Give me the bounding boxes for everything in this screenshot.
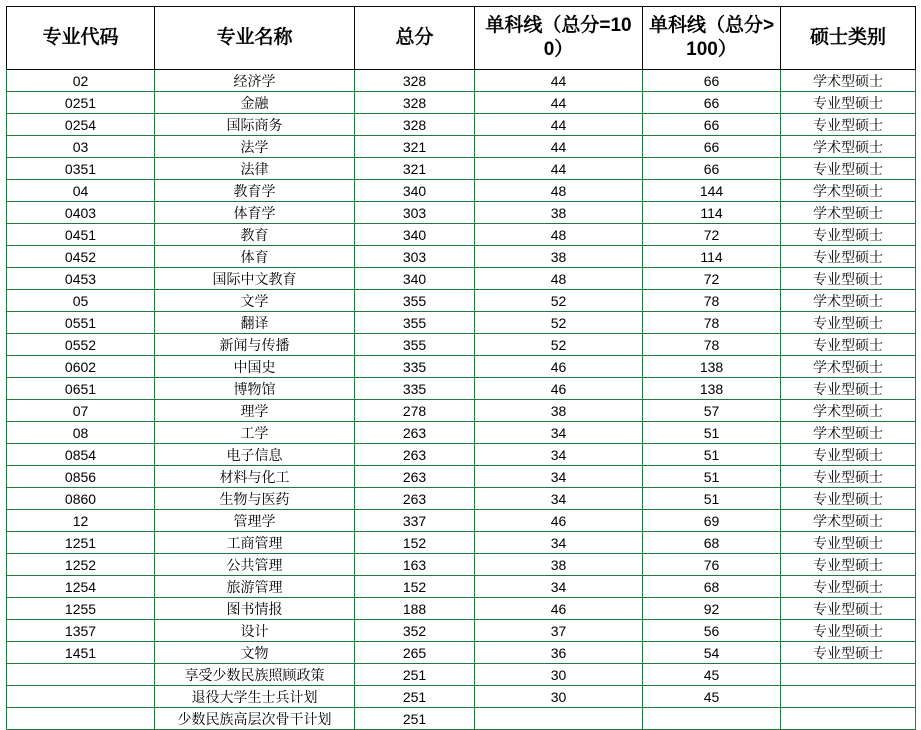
table-row <box>7 268 916 290</box>
cell-major-name: 退役大学生士兵计划 <box>155 686 355 708</box>
cell-major-code: 1254 <box>7 576 155 598</box>
cell-total-score: 251 <box>355 708 475 730</box>
cell-major-code: 12 <box>7 510 155 532</box>
cell-major-name: 翻译 <box>155 312 355 334</box>
cell-major-name: 工商管理 <box>155 532 355 554</box>
cell-total-score: 263 <box>355 444 475 466</box>
column-header-major-name: 专业名称 <box>155 7 355 70</box>
cell-subject-line-gt100: 66 <box>643 92 781 114</box>
table-row <box>7 510 916 532</box>
table-row <box>7 598 916 620</box>
table-row <box>7 114 916 136</box>
cell-master-type: 专业型硕士 <box>781 334 916 356</box>
table-row <box>7 400 916 422</box>
cell-master-type: 学术型硕士 <box>781 70 916 92</box>
cell-total-score: 263 <box>355 488 475 510</box>
cell-subject-line-eq100: 38 <box>475 202 643 224</box>
cell-total-score: 265 <box>355 642 475 664</box>
cell-master-type: 专业型硕士 <box>781 598 916 620</box>
cell-major-code: 1357 <box>7 620 155 642</box>
cell-major-name: 教育学 <box>155 180 355 202</box>
cell-master-type: 学术型硕士 <box>781 290 916 312</box>
cell-master-type: 专业型硕士 <box>781 114 916 136</box>
cell-master-type: 学术型硕士 <box>781 202 916 224</box>
column-header-major-code: 专业代码 <box>7 7 155 70</box>
cell-major-name: 体育学 <box>155 202 355 224</box>
cell-master-type: 专业型硕士 <box>781 576 916 598</box>
cell-master-type: 专业型硕士 <box>781 224 916 246</box>
cell-subject-line-eq100: 38 <box>475 400 643 422</box>
cell-subject-line-eq100: 44 <box>475 114 643 136</box>
cell-major-code: 0854 <box>7 444 155 466</box>
cell-major-code: 1251 <box>7 532 155 554</box>
score-line-table <box>6 6 916 730</box>
cell-major-name: 理学 <box>155 400 355 422</box>
column-header-subject-line-gt100: 单科线（总分>100） <box>643 7 781 70</box>
table-row <box>7 202 916 224</box>
cell-total-score: 303 <box>355 246 475 268</box>
table-row <box>7 488 916 510</box>
table-row <box>7 180 916 202</box>
cell-total-score: 340 <box>355 180 475 202</box>
cell-total-score: 335 <box>355 356 475 378</box>
table-header-row <box>7 7 916 70</box>
cell-major-name: 电子信息 <box>155 444 355 466</box>
cell-major-name: 国际商务 <box>155 114 355 136</box>
table-row <box>7 92 916 114</box>
cell-master-type: 专业型硕士 <box>781 488 916 510</box>
cell-master-type <box>781 664 916 686</box>
cell-major-name: 材料与化工 <box>155 466 355 488</box>
cell-subject-line-gt100: 54 <box>643 642 781 664</box>
table-row <box>7 334 916 356</box>
cell-major-code: 0254 <box>7 114 155 136</box>
cell-major-code: 0452 <box>7 246 155 268</box>
cell-subject-line-eq100: 46 <box>475 356 643 378</box>
cell-subject-line-gt100: 68 <box>643 532 781 554</box>
cell-subject-line-gt100: 51 <box>643 488 781 510</box>
cell-master-type: 专业型硕士 <box>781 92 916 114</box>
cell-major-name: 法律 <box>155 158 355 180</box>
cell-major-name: 教育 <box>155 224 355 246</box>
table-row <box>7 246 916 268</box>
cell-major-name: 生物与医药 <box>155 488 355 510</box>
cell-major-code: 03 <box>7 136 155 158</box>
cell-master-type: 专业型硕士 <box>781 642 916 664</box>
cell-subject-line-gt100: 78 <box>643 334 781 356</box>
cell-master-type: 学术型硕士 <box>781 356 916 378</box>
table-row <box>7 708 916 730</box>
column-header-total-score: 总分 <box>355 7 475 70</box>
table-row <box>7 422 916 444</box>
cell-subject-line-gt100: 144 <box>643 180 781 202</box>
cell-subject-line-gt100: 78 <box>643 312 781 334</box>
cell-total-score: 263 <box>355 422 475 444</box>
column-header-master-type: 硕士类别 <box>781 7 916 70</box>
cell-total-score: 355 <box>355 334 475 356</box>
cell-subject-line-gt100: 56 <box>643 620 781 642</box>
cell-subject-line-gt100: 45 <box>643 686 781 708</box>
cell-master-type: 学术型硕士 <box>781 136 916 158</box>
cell-master-type: 专业型硕士 <box>781 466 916 488</box>
cell-subject-line-gt100: 66 <box>643 158 781 180</box>
cell-master-type <box>781 708 916 730</box>
cell-master-type: 专业型硕士 <box>781 158 916 180</box>
cell-major-name: 体育 <box>155 246 355 268</box>
cell-major-code: 1255 <box>7 598 155 620</box>
cell-master-type: 学术型硕士 <box>781 422 916 444</box>
cell-subject-line-eq100: 44 <box>475 70 643 92</box>
cell-master-type <box>781 686 916 708</box>
cell-major-name: 文物 <box>155 642 355 664</box>
cell-subject-line-gt100: 138 <box>643 378 781 400</box>
cell-subject-line-gt100: 92 <box>643 598 781 620</box>
cell-major-name: 金融 <box>155 92 355 114</box>
cell-subject-line-gt100: 114 <box>643 246 781 268</box>
cell-total-score: 328 <box>355 114 475 136</box>
cell-major-code <box>7 708 155 730</box>
table-row <box>7 466 916 488</box>
cell-major-name: 国际中文教育 <box>155 268 355 290</box>
cell-major-name: 文学 <box>155 290 355 312</box>
cell-master-type: 学术型硕士 <box>781 400 916 422</box>
cell-total-score: 321 <box>355 158 475 180</box>
cell-total-score: 355 <box>355 290 475 312</box>
cell-subject-line-eq100: 48 <box>475 268 643 290</box>
cell-subject-line-gt100: 68 <box>643 576 781 598</box>
cell-subject-line-eq100: 30 <box>475 664 643 686</box>
table-row <box>7 686 916 708</box>
cell-total-score: 163 <box>355 554 475 576</box>
table-row <box>7 532 916 554</box>
cell-master-type: 专业型硕士 <box>781 554 916 576</box>
cell-subject-line-gt100: 69 <box>643 510 781 532</box>
cell-subject-line-eq100: 38 <box>475 246 643 268</box>
cell-subject-line-eq100: 48 <box>475 224 643 246</box>
cell-major-code: 0351 <box>7 158 155 180</box>
table-row <box>7 444 916 466</box>
cell-subject-line-eq100: 34 <box>475 576 643 598</box>
cell-master-type: 专业型硕士 <box>781 620 916 642</box>
cell-major-code: 05 <box>7 290 155 312</box>
table-body <box>7 70 916 730</box>
cell-major-name: 工学 <box>155 422 355 444</box>
cell-subject-line-eq100: 46 <box>475 510 643 532</box>
cell-subject-line-eq100: 46 <box>475 378 643 400</box>
cell-subject-line-eq100: 34 <box>475 466 643 488</box>
cell-major-code: 0551 <box>7 312 155 334</box>
cell-major-code: 0856 <box>7 466 155 488</box>
table-row <box>7 378 916 400</box>
cell-total-score: 188 <box>355 598 475 620</box>
cell-subject-line-gt100: 72 <box>643 224 781 246</box>
cell-subject-line-eq100: 38 <box>475 554 643 576</box>
cell-major-code <box>7 686 155 708</box>
table-row <box>7 642 916 664</box>
table-row <box>7 70 916 92</box>
cell-major-code: 0251 <box>7 92 155 114</box>
table-row <box>7 554 916 576</box>
cell-major-name: 设计 <box>155 620 355 642</box>
cell-master-type: 学术型硕士 <box>781 510 916 532</box>
cell-major-code: 0403 <box>7 202 155 224</box>
cell-total-score: 251 <box>355 664 475 686</box>
cell-major-name: 图书情报 <box>155 598 355 620</box>
cell-subject-line-eq100: 44 <box>475 136 643 158</box>
cell-major-name: 经济学 <box>155 70 355 92</box>
cell-subject-line-gt100: 45 <box>643 664 781 686</box>
cell-total-score: 251 <box>355 686 475 708</box>
cell-subject-line-gt100: 76 <box>643 554 781 576</box>
cell-master-type: 学术型硕士 <box>781 180 916 202</box>
cell-major-code: 0651 <box>7 378 155 400</box>
table-row <box>7 136 916 158</box>
cell-total-score: 337 <box>355 510 475 532</box>
table-row <box>7 224 916 246</box>
table-row <box>7 290 916 312</box>
table-row <box>7 664 916 686</box>
cell-major-code: 04 <box>7 180 155 202</box>
cell-subject-line-gt100: 57 <box>643 400 781 422</box>
cell-major-name: 享受少数民族照顾政策 <box>155 664 355 686</box>
cell-subject-line-eq100: 34 <box>475 488 643 510</box>
cell-master-type: 专业型硕士 <box>781 532 916 554</box>
cell-total-score: 355 <box>355 312 475 334</box>
cell-major-name: 博物馆 <box>155 378 355 400</box>
cell-subject-line-eq100: 44 <box>475 158 643 180</box>
cell-major-code: 07 <box>7 400 155 422</box>
cell-major-code: 0860 <box>7 488 155 510</box>
cell-major-name: 新闻与传播 <box>155 334 355 356</box>
cell-subject-line-gt100: 66 <box>643 114 781 136</box>
cell-major-code <box>7 664 155 686</box>
column-header-subject-line-eq100: 单科线（总分=100） <box>475 7 643 70</box>
cell-total-score: 321 <box>355 136 475 158</box>
cell-subject-line-gt100: 51 <box>643 422 781 444</box>
cell-master-type: 专业型硕士 <box>781 444 916 466</box>
cell-major-code: 1252 <box>7 554 155 576</box>
cell-major-name: 管理学 <box>155 510 355 532</box>
cell-total-score: 152 <box>355 576 475 598</box>
cell-subject-line-eq100: 34 <box>475 532 643 554</box>
cell-major-name: 中国史 <box>155 356 355 378</box>
cell-major-code: 0602 <box>7 356 155 378</box>
cell-major-name: 公共管理 <box>155 554 355 576</box>
cell-major-code: 0451 <box>7 224 155 246</box>
cell-major-name: 旅游管理 <box>155 576 355 598</box>
cell-subject-line-gt100 <box>643 708 781 730</box>
cell-subject-line-eq100: 52 <box>475 334 643 356</box>
cell-subject-line-gt100: 51 <box>643 444 781 466</box>
cell-subject-line-eq100: 36 <box>475 642 643 664</box>
cell-total-score: 340 <box>355 268 475 290</box>
cell-subject-line-gt100: 138 <box>643 356 781 378</box>
cell-total-score: 340 <box>355 224 475 246</box>
table-row <box>7 576 916 598</box>
cell-major-code: 0552 <box>7 334 155 356</box>
table-row <box>7 620 916 642</box>
cell-subject-line-eq100: 44 <box>475 92 643 114</box>
cell-subject-line-eq100: 34 <box>475 444 643 466</box>
cell-total-score: 278 <box>355 400 475 422</box>
table-row <box>7 158 916 180</box>
cell-total-score: 328 <box>355 70 475 92</box>
cell-subject-line-eq100: 46 <box>475 598 643 620</box>
cell-subject-line-eq100: 52 <box>475 312 643 334</box>
cell-subject-line-gt100: 78 <box>643 290 781 312</box>
cell-total-score: 152 <box>355 532 475 554</box>
cell-total-score: 263 <box>355 466 475 488</box>
cell-subject-line-eq100: 30 <box>475 686 643 708</box>
cell-master-type: 专业型硕士 <box>781 312 916 334</box>
cell-major-name: 法学 <box>155 136 355 158</box>
cell-total-score: 328 <box>355 92 475 114</box>
cell-subject-line-eq100: 34 <box>475 422 643 444</box>
cell-subject-line-gt100: 114 <box>643 202 781 224</box>
cell-major-code: 1451 <box>7 642 155 664</box>
cell-major-name: 少数民族高层次骨干计划 <box>155 708 355 730</box>
cell-subject-line-gt100: 72 <box>643 268 781 290</box>
cell-subject-line-eq100: 48 <box>475 180 643 202</box>
cell-major-code: 0453 <box>7 268 155 290</box>
cell-subject-line-gt100: 66 <box>643 136 781 158</box>
cell-master-type: 专业型硕士 <box>781 378 916 400</box>
cell-total-score: 303 <box>355 202 475 224</box>
cell-master-type: 专业型硕士 <box>781 268 916 290</box>
cell-total-score: 352 <box>355 620 475 642</box>
table-row <box>7 312 916 334</box>
cell-subject-line-eq100: 37 <box>475 620 643 642</box>
cell-subject-line-eq100: 52 <box>475 290 643 312</box>
cell-subject-line-gt100: 51 <box>643 466 781 488</box>
cell-master-type: 专业型硕士 <box>781 246 916 268</box>
cell-major-code: 02 <box>7 70 155 92</box>
cell-total-score: 335 <box>355 378 475 400</box>
cell-major-code: 08 <box>7 422 155 444</box>
table-row <box>7 356 916 378</box>
cell-subject-line-eq100 <box>475 708 643 730</box>
cell-subject-line-gt100: 66 <box>643 70 781 92</box>
